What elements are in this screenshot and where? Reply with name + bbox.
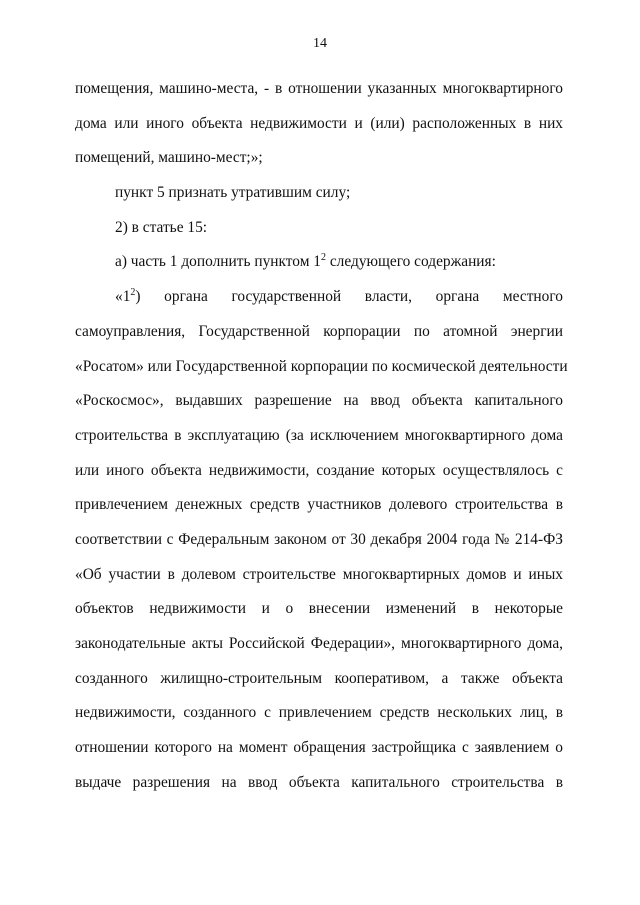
text-line <box>75 72 563 107</box>
text-segment: или иного объекта недвижимости, создание которых осуществлялось с <box>75 461 563 479</box>
text-segment: помещения, машино-места, - в отношении указанных многоквартирного <box>75 80 563 97</box>
text-segment: законодательные акты Российской Федерации», многоквартирного дома, <box>75 635 563 652</box>
text-line <box>75 488 563 523</box>
text-segment: выдаче разрешения на ввод объекта капитального строительства в <box>75 773 563 791</box>
text-line <box>75 558 563 593</box>
text-line <box>75 107 563 142</box>
document-body <box>75 72 568 800</box>
text-segment: а) часть 1 дополнить пунктом 1 <box>115 253 321 271</box>
text-line <box>75 211 563 246</box>
text-line <box>75 280 563 315</box>
text-segment: строительства в эксплуатацию (за исключением многоквартирного дома <box>75 426 563 444</box>
superscript: 2 <box>321 252 326 264</box>
text-segment: созданного жилищно-строительным кооперативом, а также объекта <box>75 669 563 687</box>
superscript: 2 <box>130 287 136 299</box>
text-segment: 2) в статье 15: <box>115 218 208 236</box>
text-line <box>75 141 563 176</box>
page-number: 14 <box>313 36 327 51</box>
text-segment: ) органа государственной власти, органа местного <box>135 288 563 306</box>
text-line <box>75 245 563 280</box>
text-line <box>75 350 568 385</box>
text-segment: «1 <box>115 288 131 306</box>
text-segment: пункт 5 признать утратившим силу; <box>115 184 351 202</box>
text-line <box>75 523 563 558</box>
text-segment: дома или иного объекта недвижимости и (или) расположенных в них <box>75 114 563 132</box>
text-segment: отношении которого на момент обращения застройщика с заявлением о <box>75 739 563 757</box>
text-line <box>75 731 563 766</box>
text-segment: объектов недвижимости и о внесении изменений в некоторые <box>75 600 563 618</box>
text-line <box>75 384 563 419</box>
text-line <box>75 419 563 454</box>
text-segment: помещений, машино-мест;»; <box>75 149 263 167</box>
text-line <box>75 696 563 731</box>
text-line <box>75 627 563 662</box>
text-segment: «Об участии в долевом строительстве многоквартирных домов и иных <box>75 565 563 583</box>
text-line <box>75 592 563 627</box>
text-segment: «Роскосмос», выдавших разрешение на ввод объекта капитального <box>75 392 563 410</box>
text-segment: недвижимости, созданного с привлечением средств нескольких лиц, в <box>75 704 563 722</box>
text-segment: следующего содержания: <box>326 253 496 271</box>
text-line <box>75 662 563 697</box>
text-line <box>75 766 563 801</box>
text-segment: привлечением денежных средств участников долевого строительства в <box>75 496 563 514</box>
text-segment: самоуправления, Государственной корпорации по атомной энергии <box>75 322 563 340</box>
text-segment: «Росатом» или Государственной корпорации по космической деятельности <box>75 357 568 375</box>
text-segment: соответствии с Федеральным законом от 30 декабря 2004 года № 214-ФЗ <box>75 530 563 548</box>
text-line <box>75 454 563 489</box>
text-line <box>75 176 563 211</box>
text-line <box>75 315 563 350</box>
